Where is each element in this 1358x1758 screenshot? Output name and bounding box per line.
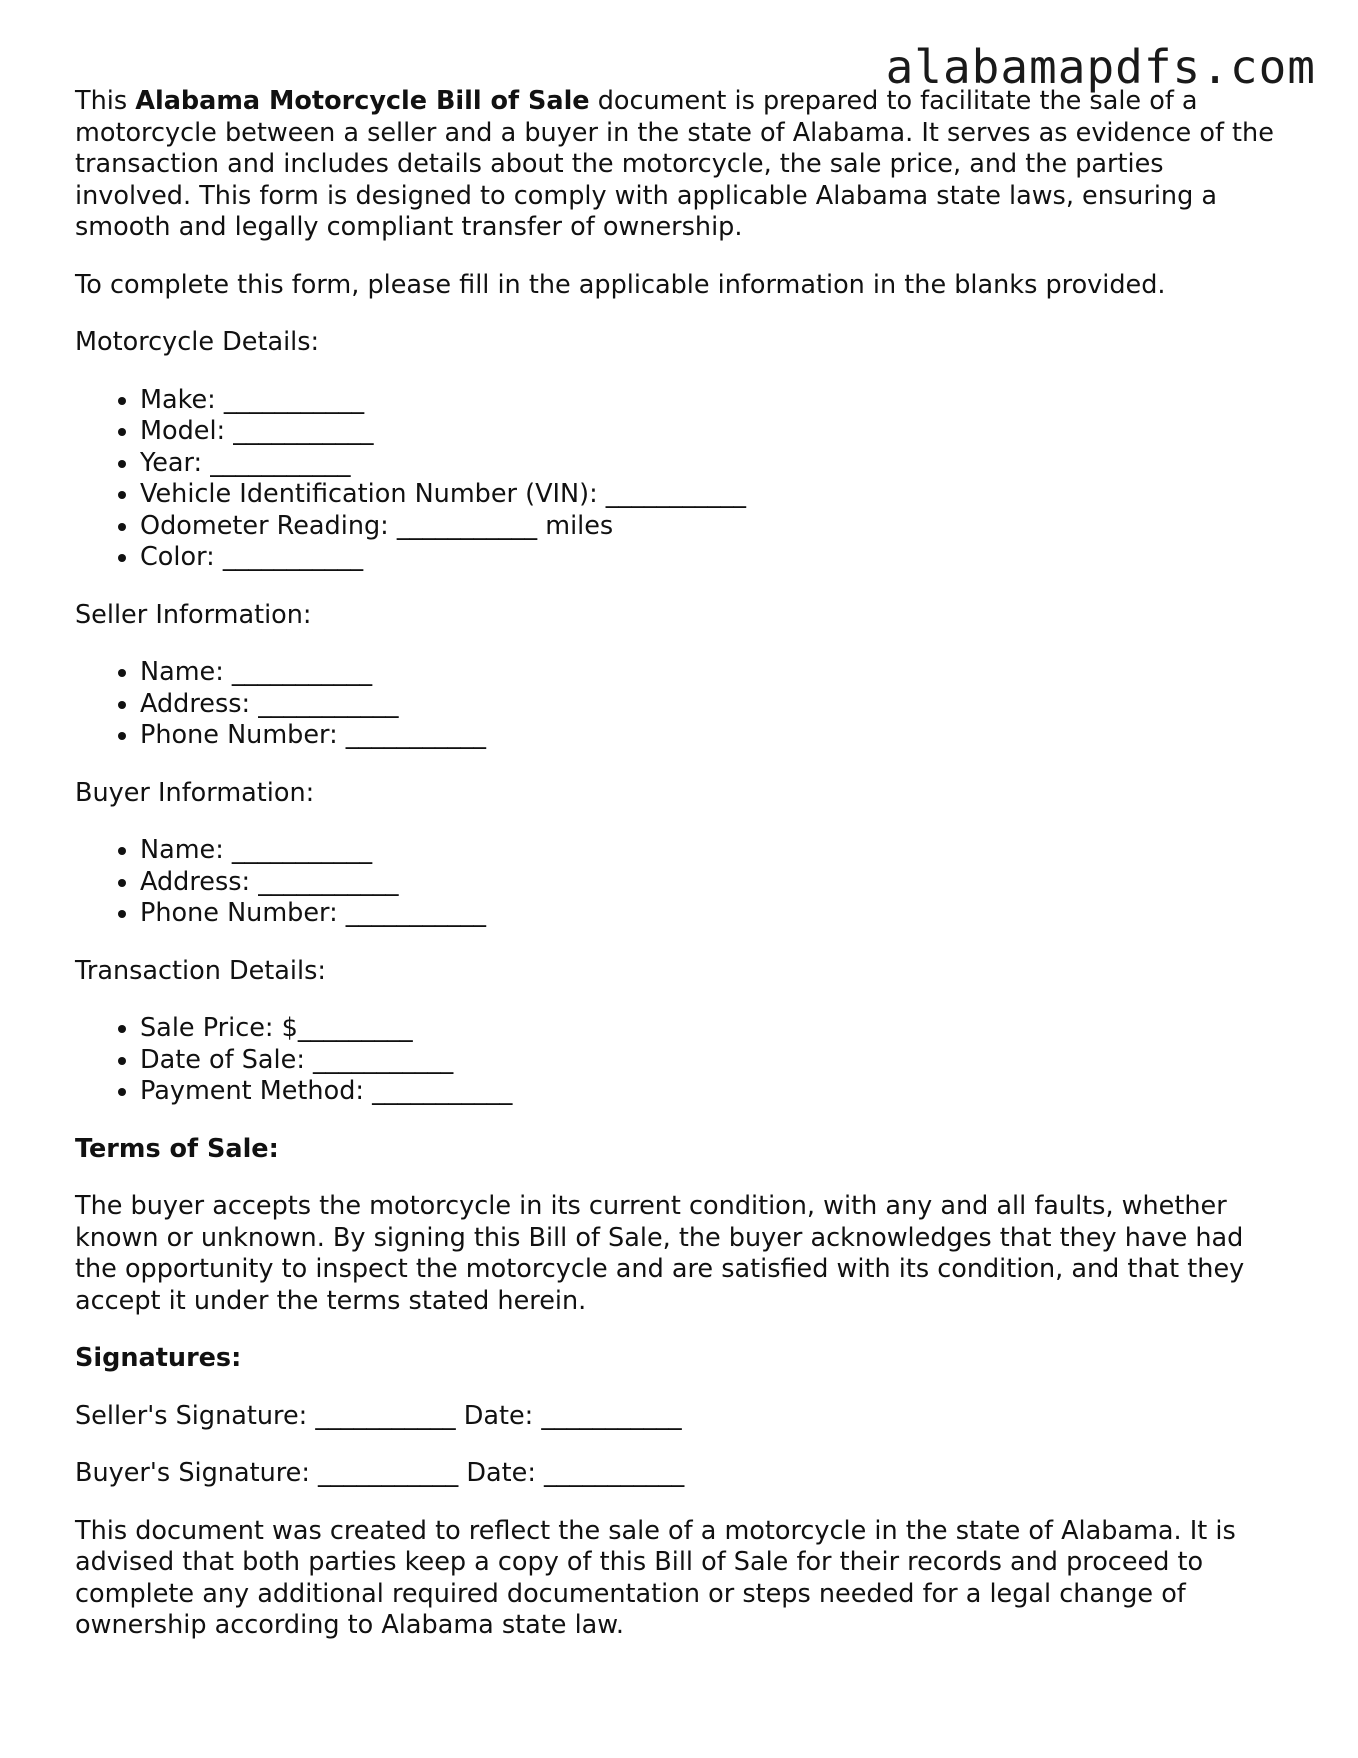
list-item: • Phone Number: ___________ [140, 720, 1285, 752]
list-item: • Sale Price: $_________ [140, 1013, 1285, 1045]
list-item: • Address: ___________ [140, 867, 1285, 899]
list-item: • Color: ___________ [140, 542, 1285, 574]
list-item: • Make: ___________ [140, 385, 1285, 417]
list-item: • Year: ___________ [140, 448, 1285, 480]
terms-of-sale-text: The buyer accepts the motorcycle in its current condition, with any and all faults, whether known or unknown. By signing this Bill of Sale, the buyer acknowledges that they have had the opportunity to inspect the motorcycle and are satisfied with its condition, and that they accept it under the terms stated herein. [75, 1191, 1245, 1316]
signatures-heading: Signatures: [75, 1343, 242, 1373]
list-item: • Vehicle Identification Number (VIN): ___________ [140, 479, 1285, 511]
buyer-information-list [75, 835, 1285, 930]
list-item: • Address: ___________ [140, 689, 1285, 721]
motorcycle-details-list [75, 385, 1285, 574]
seller-information-heading: Seller Information: [75, 599, 312, 630]
intro-rest: document is prepared to facilitate the sale of a motorcycle between a seller and a buyer in the state of Alabama. It serves as evidence of the transaction and includes details about the motorcycle, the sale price, and the parties involved. This form is designed to comply with applicable Alabama state laws, ensuring a smooth and legally compliant transfer of ownership. [75, 86, 1274, 242]
list-item: • Name: ___________ [140, 835, 1285, 867]
list-item: • Model: ___________ [140, 416, 1285, 448]
intro-lead: This [75, 86, 136, 116]
buyer-signature-line: Buyer's Signature: ___________ Date: ___________ [75, 1458, 685, 1488]
transaction-details-list [75, 1013, 1285, 1108]
document-body [75, 86, 1285, 1668]
list-item: • Name: ___________ [140, 657, 1285, 689]
list-item: • Payment Method: ___________ [140, 1076, 1285, 1108]
seller-information-list [75, 657, 1285, 752]
document-title: Alabama Motorcycle Bill of Sale [135, 86, 590, 116]
closing-paragraph: This document was created to reflect the sale of a motorcycle in the state of Alabama. It is advised that both parties keep a copy of this Bill of Sale for their records and proceed to complete any additional required documentation or steps needed for a legal change of ownership according to Alabama state law. [75, 1515, 1236, 1640]
seller-signature-line: Seller's Signature: ___________ Date: ___________ [75, 1400, 682, 1431]
buyer-information-heading: Buyer Information: [75, 777, 315, 808]
terms-of-sale-heading: Terms of Sale: [75, 1133, 279, 1164]
intro-paragraph [75, 86, 1285, 244]
instruction-text: To complete this form, please fill in the applicable information in the blanks provided. [75, 269, 1166, 300]
list-item: • Date of Sale: ___________ [140, 1045, 1285, 1077]
list-item: • Phone Number: ___________ [140, 898, 1285, 930]
transaction-details-heading: Transaction Details: [75, 955, 326, 986]
site-watermark: alabamapdfs.com [885, 40, 1316, 94]
motorcycle-details-heading: Motorcycle Details: [75, 327, 320, 357]
list-item: • Odometer Reading: ___________ miles [140, 511, 1285, 543]
